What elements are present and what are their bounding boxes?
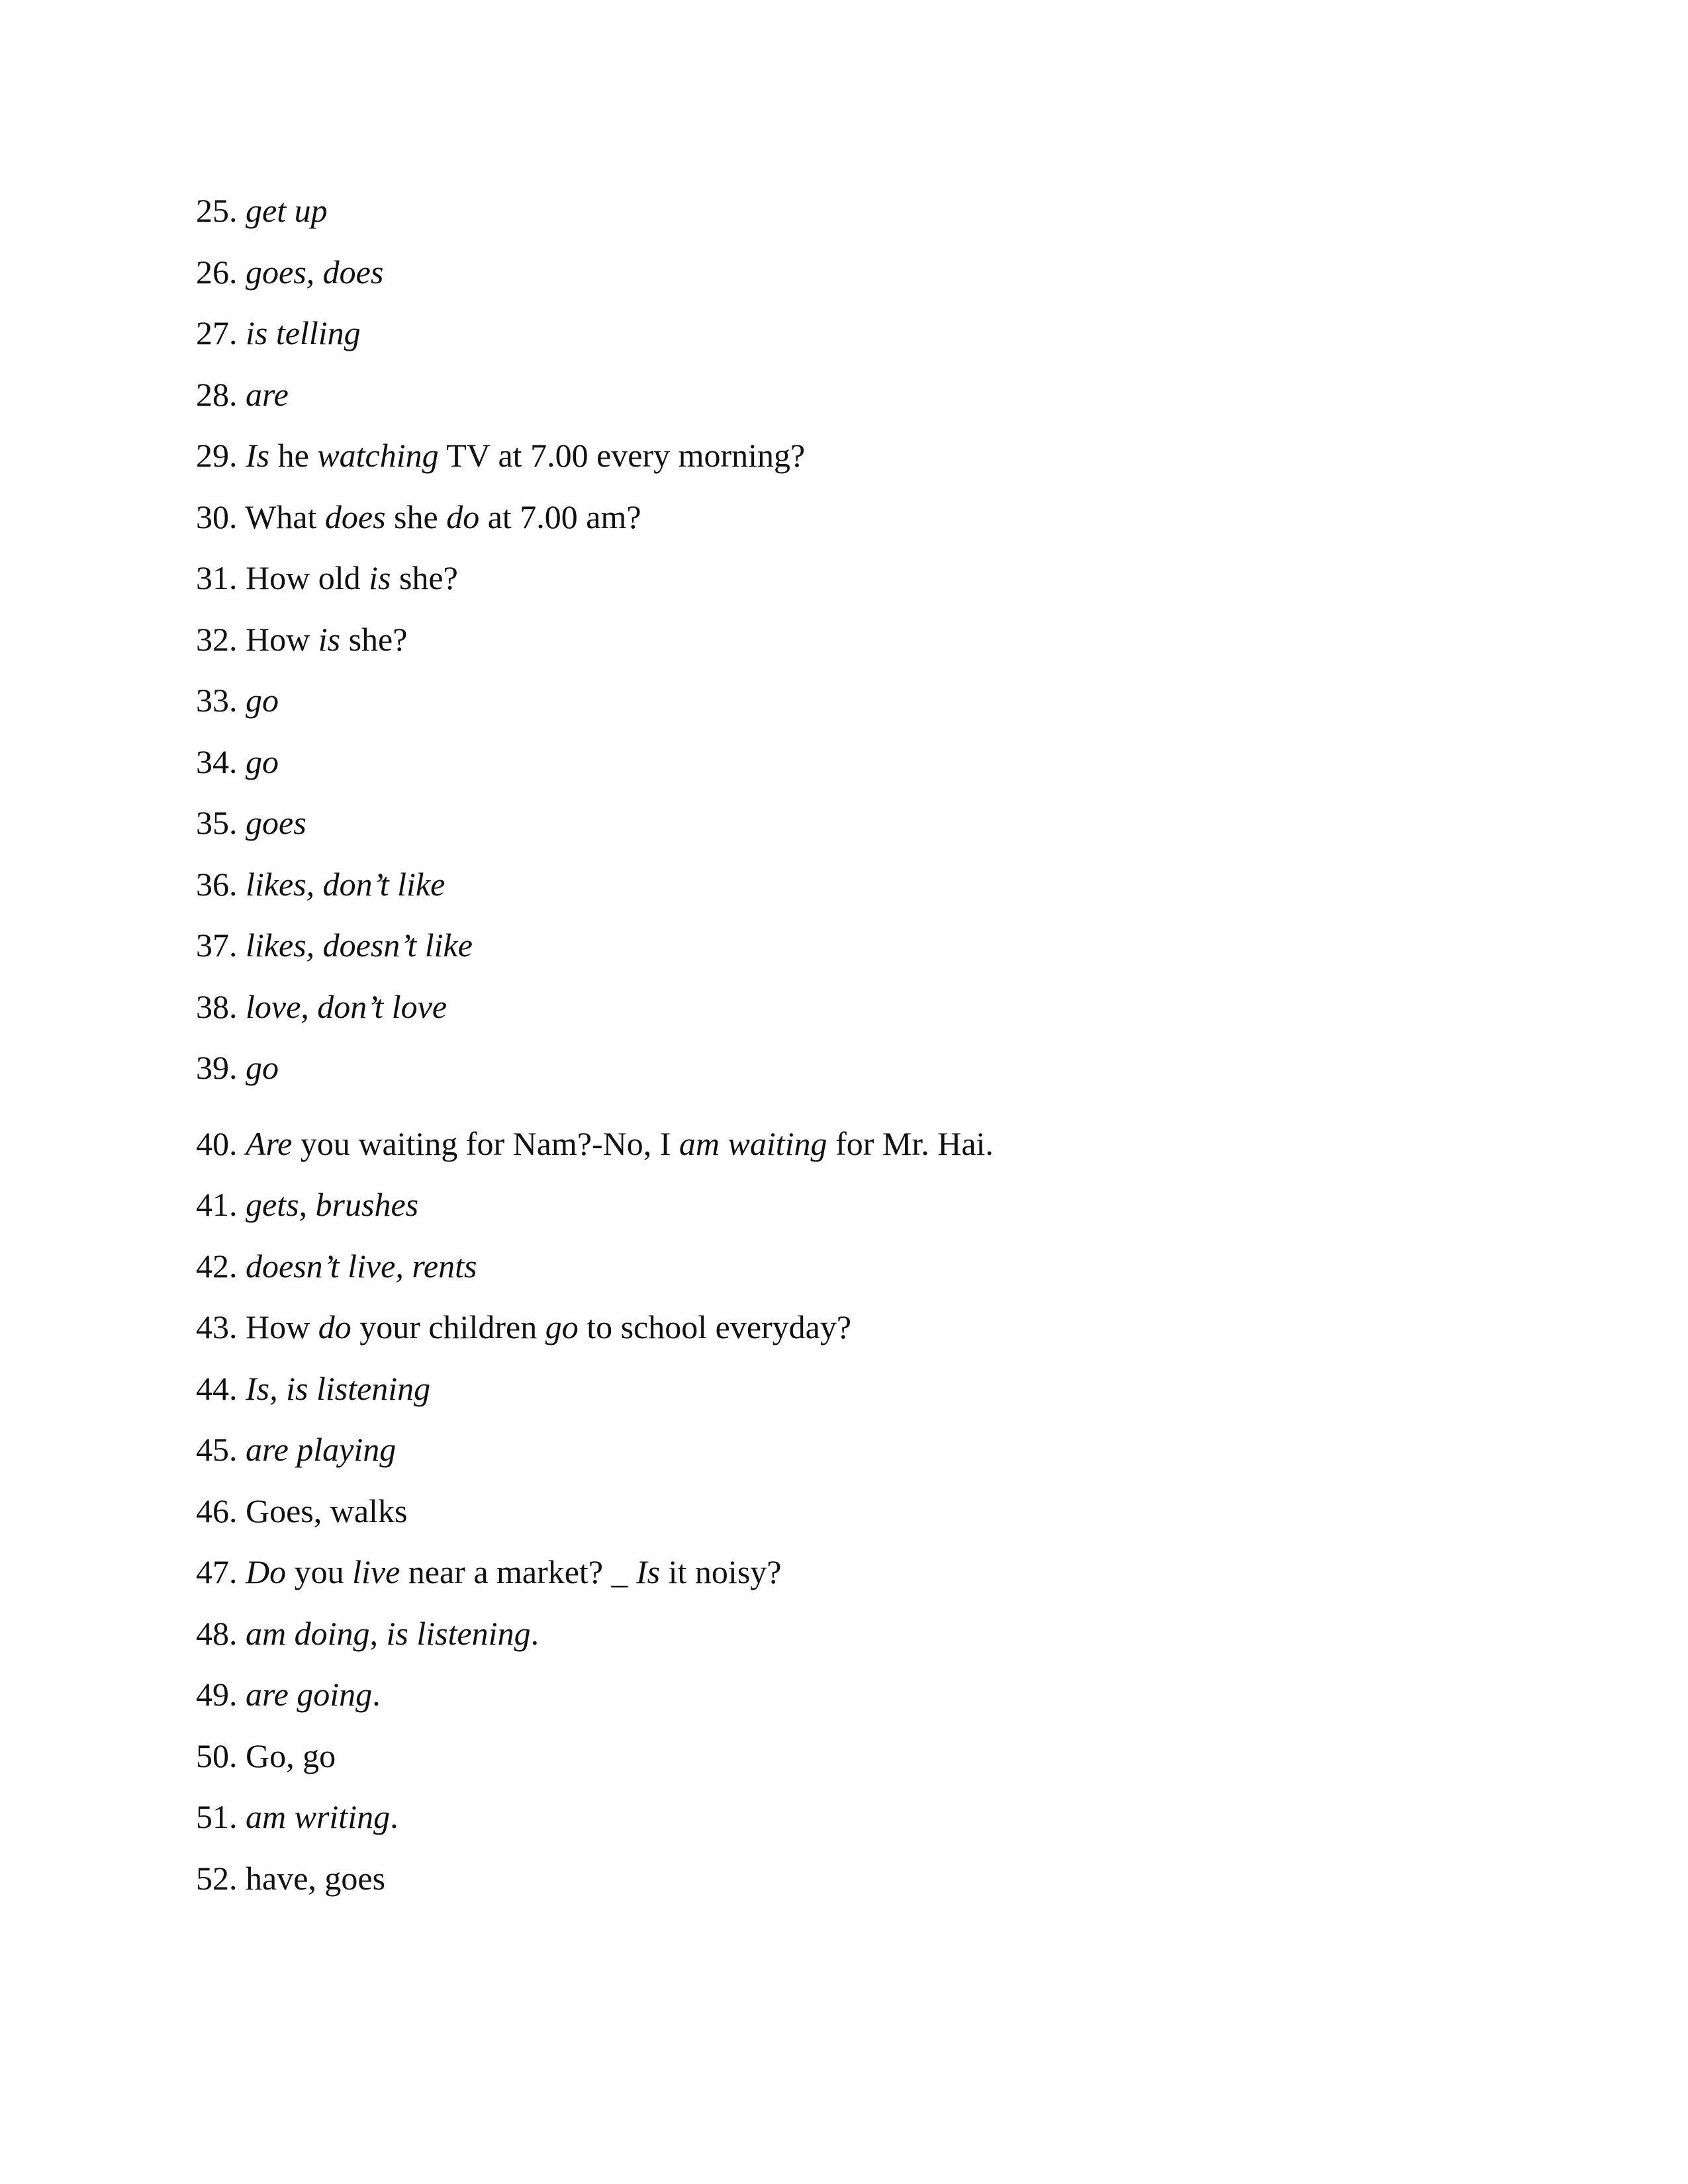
answer-number: 27. (196, 314, 238, 351)
answer-text: . (372, 1676, 381, 1713)
answer-list (196, 191, 994, 1919)
answer-text: to school everyday? (578, 1308, 852, 1345)
answer-text: for Mr. Hai. (827, 1124, 994, 1162)
answer-text: likes, doesn’t like (246, 927, 473, 964)
answer-text: am doing (246, 1614, 370, 1652)
answer-text: have, goes (246, 1859, 386, 1897)
answer-number: 32. (196, 620, 238, 658)
answer-text: go (246, 743, 279, 780)
answer-line (196, 1185, 994, 1246)
answer-text: Is, is listening (246, 1369, 431, 1407)
answer-number: 34. (196, 743, 238, 780)
answer-number: 43. (196, 1308, 238, 1345)
answer-number: 28. (196, 375, 238, 413)
answer-line (196, 1307, 994, 1369)
answer-text: get up (246, 192, 328, 229)
answer-text: you (286, 1553, 353, 1590)
answer-number: 45. (196, 1431, 238, 1468)
answer-number: 44. (196, 1369, 238, 1407)
answer-text: go (246, 1049, 279, 1086)
answer-line (196, 1858, 994, 1920)
answer-number: 26. (196, 253, 238, 291)
answer-text: go (545, 1308, 579, 1345)
answer-line (196, 925, 994, 987)
answer-text: does (324, 498, 386, 535)
answer-number: 31. (196, 559, 238, 596)
answer-line (196, 987, 994, 1048)
answer-number: 40. (196, 1124, 238, 1162)
answer-line (196, 1048, 994, 1109)
answer-text: she? (391, 559, 458, 596)
answer-number: 42. (196, 1247, 238, 1285)
answer-number: 37. (196, 927, 238, 964)
answer-number: 29. (196, 437, 238, 474)
answer-text: do (446, 498, 480, 535)
answer-text: What (245, 498, 325, 535)
answer-text: goes (246, 804, 306, 841)
answer-line (196, 435, 994, 497)
answer-line (196, 313, 994, 375)
answer-text: at 7.00 am? (479, 498, 641, 535)
answer-number: 52. (196, 1859, 238, 1897)
answer-text: How (246, 1308, 318, 1345)
answer-number: 38. (196, 987, 238, 1025)
answer-text: is (369, 559, 391, 596)
answer-text: is (318, 620, 341, 658)
answer-text: it noisy? (660, 1553, 782, 1590)
answer-text: your children (351, 1308, 545, 1345)
answer-line (196, 680, 994, 742)
answer-text: she (385, 498, 447, 535)
answer-text: . (390, 1798, 399, 1835)
answer-number: 50. (196, 1737, 238, 1774)
answer-text: , (369, 1614, 387, 1652)
answer-number: 46. (196, 1492, 238, 1529)
answer-line (196, 558, 994, 619)
answer-line (196, 1736, 994, 1797)
answer-text: near a market? _ (400, 1553, 637, 1590)
answer-text: How old (246, 559, 369, 596)
answer-number: 25. (196, 192, 238, 229)
answer-number: 47. (196, 1553, 238, 1590)
answer-line (196, 803, 994, 864)
answer-text: How (246, 620, 318, 658)
answer-text: go (246, 682, 279, 719)
answer-line (196, 1674, 994, 1736)
answer-line (196, 1369, 994, 1430)
answer-text: she? (340, 620, 408, 658)
answer-text: are (246, 375, 289, 413)
answer-line (196, 375, 994, 436)
answer-text: are going (246, 1676, 373, 1713)
answer-text: TV at 7.00 every morning? (438, 437, 806, 474)
answer-line (196, 1614, 994, 1675)
answer-number: 49. (196, 1676, 238, 1713)
answer-line (196, 1124, 994, 1185)
answer-text: watching (317, 437, 439, 474)
answer-text: am waiting (679, 1124, 827, 1162)
answer-text: do (318, 1308, 352, 1345)
answer-line (196, 1491, 994, 1553)
answer-text: is telling (246, 314, 361, 351)
answer-line (196, 1552, 994, 1614)
answer-text: love, don’t love (246, 987, 447, 1025)
answer-text: likes, don’t like (246, 865, 445, 903)
answer-text: am writing (246, 1798, 391, 1835)
answer-number: 48. (196, 1614, 238, 1652)
answer-text: Are (246, 1124, 293, 1162)
answer-line (196, 1797, 994, 1858)
answer-text: doesn’t live, rents (246, 1247, 477, 1285)
answer-number: 35. (196, 804, 238, 841)
answer-text: Go, go (246, 1737, 336, 1774)
answer-text: are playing (246, 1431, 397, 1468)
answer-text: is listening (386, 1614, 531, 1652)
answer-text: you waiting for Nam?-No, I (292, 1124, 679, 1162)
answer-number: 41. (196, 1186, 238, 1223)
answer-number: 30. (196, 498, 238, 535)
answer-text: gets, brushes (246, 1186, 419, 1223)
answer-number: 36. (196, 865, 238, 903)
answer-line (196, 742, 994, 803)
answer-text: Goes, walks (246, 1492, 408, 1529)
answer-line (196, 497, 994, 559)
answer-line (196, 1246, 994, 1308)
answer-text: Is (246, 437, 270, 474)
answer-line (196, 1430, 994, 1491)
answer-line (196, 252, 994, 314)
answer-line (196, 864, 994, 926)
answer-text: goes, does (246, 253, 384, 291)
answer-number: 33. (196, 682, 238, 719)
answer-number: 51. (196, 1798, 238, 1835)
answer-text: . (530, 1614, 539, 1652)
answer-text: live (352, 1553, 400, 1590)
answer-number: 39. (196, 1049, 238, 1086)
answer-text: he (269, 437, 318, 474)
answer-text: Is (636, 1553, 661, 1590)
answer-line (196, 191, 994, 252)
answer-text: Do (246, 1553, 287, 1590)
answer-line (196, 619, 994, 681)
